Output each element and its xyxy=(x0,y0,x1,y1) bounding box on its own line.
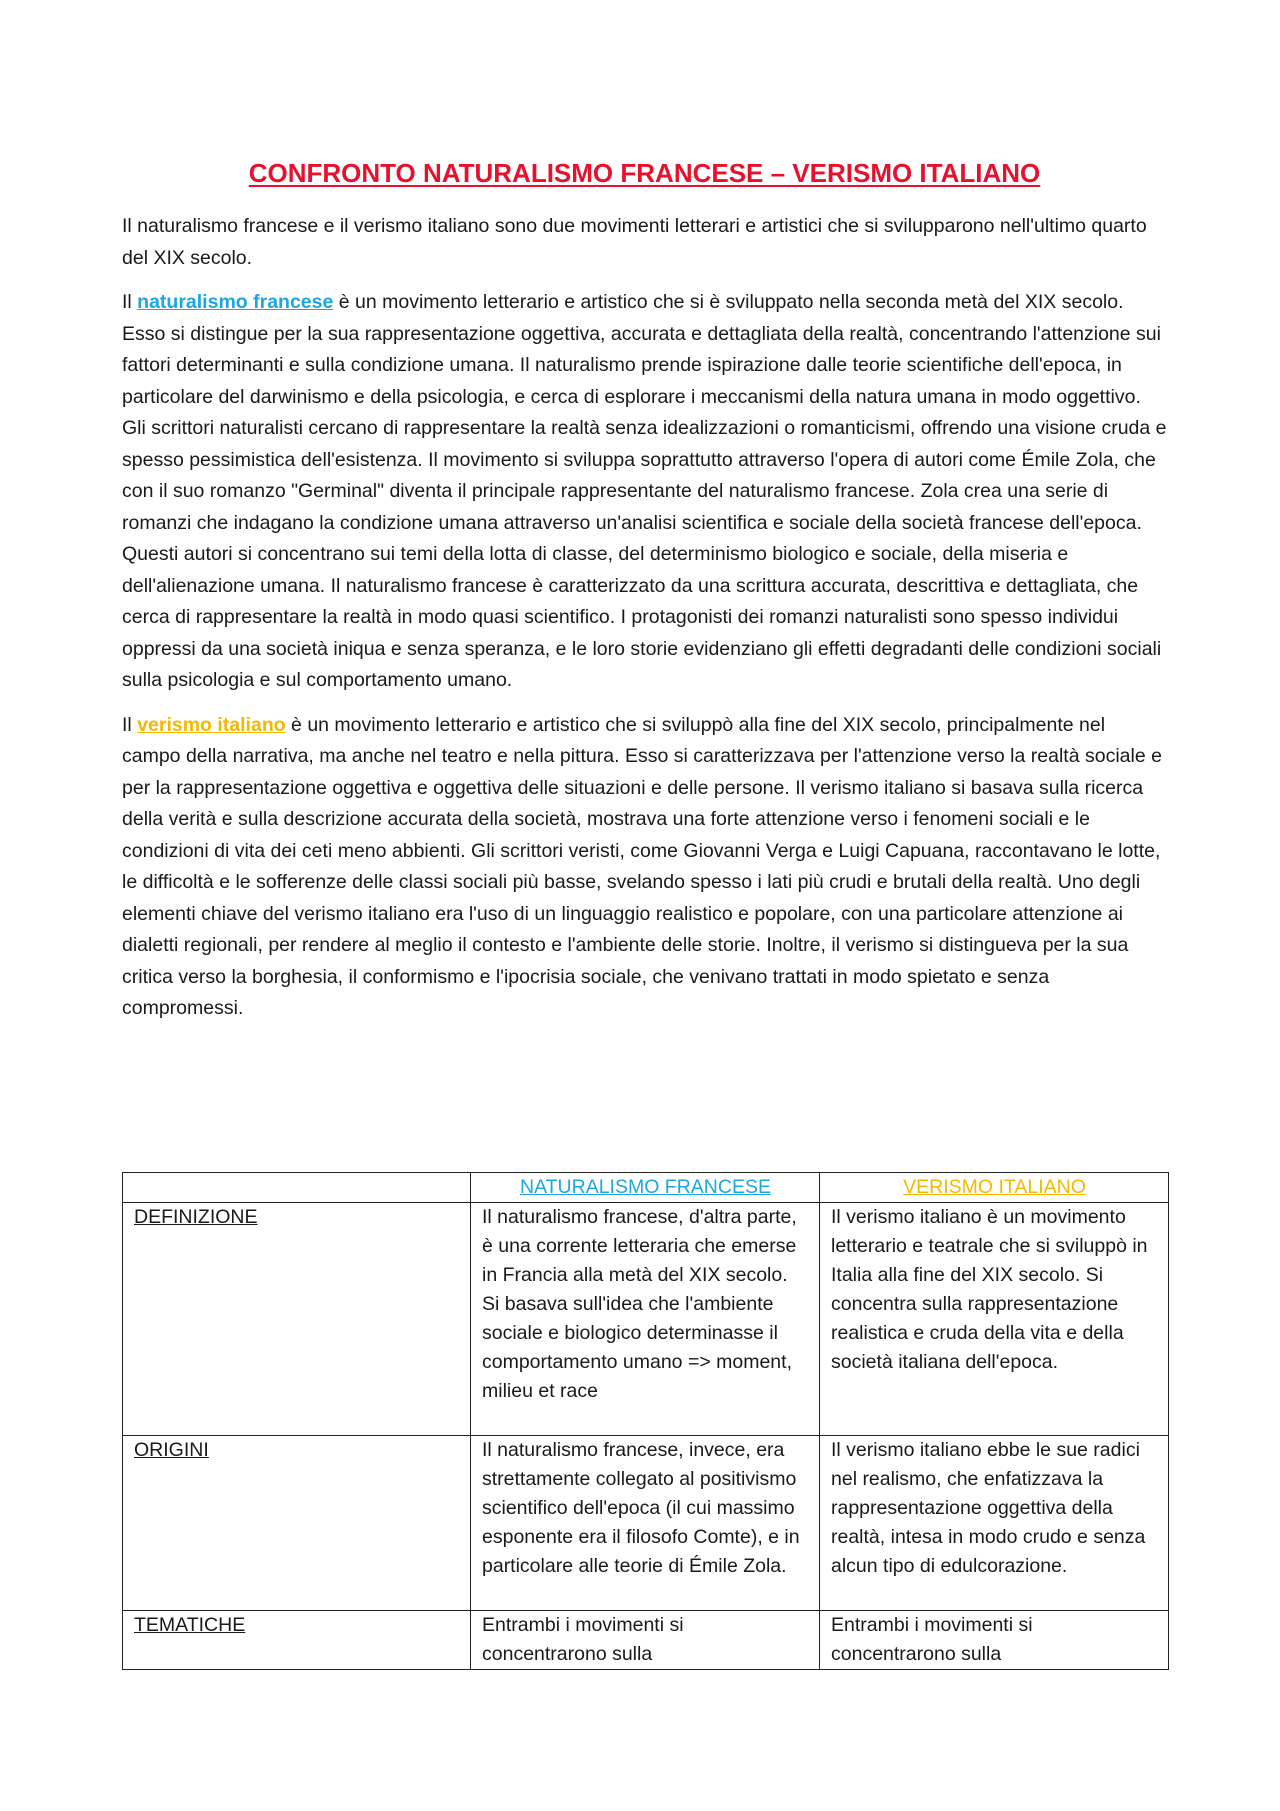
cell-naturalismo-definizione: Il naturalismo francese, d'altra parte, è una corrente letteraria che emerse in Francia alla metà del XIX secolo. Si basava sull'idea che l'ambiente sociale e biologico determinasse il comportamento umano => moment, milieu et race xyxy=(471,1203,820,1436)
table-row xyxy=(123,1436,1169,1611)
comparison-table xyxy=(122,1172,1169,1670)
header-empty-cell xyxy=(123,1173,471,1203)
table-row xyxy=(123,1611,1169,1670)
naturalismo-text: è un movimento letterario e artistico che si è sviluppato nella seconda metà del XIX secolo. Esso si distingue per la sua rappresentazione oggettiva, accurata e dettagliata della realtà, concentrando l'attenzione sui fattori determinanti e sulla condizione umana. Il naturalismo prende ispirazione dalle teorie scientifiche dell'epoca, in particolare del darwinismo e della psicologia, e cerca di esplorare i meccanismi della natura umana in modo oggettivo. Gli scrittori naturalisti cercano di rappresentare la realtà senza idealizzazioni o romanticismi, offrendo una visione cruda e spesso pessimistica dell'esistenza. Il movimento si sviluppa soprattutto attraverso l'opera di autori come Émile Zola, che con il suo romanzo "Germinal" diventa il principale rappresentante del naturalismo francese. Zola crea una serie di romanzi che indagano la condizione umana attraverso un'analisi scientifica e sociale della società francese dell'epoca. Questi autori si concentrano sui temi della lotta di classe, del determinismo biologico e sociale, della miseria e dell'alienazione umana. Il naturalismo francese è caratterizzato da una scrittura accurata, descrittiva e dettagliata, che cerca di rappresentare la realtà in modo quasi scientifico. I protagonisti dei romanzi naturalisti sono spesso individui oppressi da una società iniqua e senza speranza, e le loro storie evidenziano gli effetti degradanti delle condizioni sociali sulla psicologia e sul comportamento umano. xyxy=(122,291,1167,691)
header-naturalismo: NATURALISMO FRANCESE xyxy=(471,1173,820,1203)
row-label-origini: ORIGINI xyxy=(123,1436,471,1611)
row-label-tematiche: TEMATICHE xyxy=(123,1611,471,1670)
cell-verismo-tematiche: Entrambi i movimenti si concentrarono sulla xyxy=(820,1611,1169,1670)
verismo-keyword: verismo italiano xyxy=(137,713,286,736)
cell-verismo-origini: Il verismo italiano ebbe le sue radici nel realismo, che enfatizzava la rappresentazione oggettiva della realtà, intesa in modo crudo e senza alcun tipo di edulcorazione. xyxy=(820,1436,1169,1611)
intro-paragraph: Il naturalismo francese e il verismo italiano sono due movimenti letterari e artistici che si svilupparono nell'ultimo quarto del XIX secolo. xyxy=(122,215,1147,269)
cell-verismo-definizione: Il verismo italiano è un movimento letterario e teatrale che si sviluppò in Italia alla fine del XIX secolo. Si concentra sulla rappresentazione realistica e cruda della vita e della società italiana dell'epoca. xyxy=(820,1203,1169,1436)
naturalismo-prefix: Il xyxy=(122,291,138,313)
verismo-prefix: Il xyxy=(122,713,138,736)
cell-naturalismo-origini: Il naturalismo francese, invece, era strettamente collegato al positivismo scientifico dell'epoca (il cui massimo esponente era il filosofo Comte), e in particolare alle teorie di Émile Zola. xyxy=(471,1436,820,1611)
table-header-row xyxy=(123,1173,1169,1203)
header-verismo: VERISMO ITALIANO xyxy=(820,1173,1169,1203)
naturalismo-paragraph xyxy=(122,287,1167,697)
document-body xyxy=(122,155,1167,1038)
naturalismo-keyword: naturalismo francese xyxy=(137,291,334,313)
row-label-definizione: DEFINIZIONE xyxy=(123,1203,471,1436)
cell-naturalismo-tematiche: Entrambi i movimenti si concentrarono sulla xyxy=(471,1611,820,1670)
table-row xyxy=(123,1203,1169,1436)
page-title: CONFRONTO NATURALISMO FRANCESE – VERISMO ITALIANO xyxy=(248,158,1041,188)
verismo-paragraph xyxy=(122,710,1167,1025)
verismo-text: è un movimento letterario e artistico che si sviluppò alla fine del XIX secolo, principalmente nel campo della narrativa, ma anche nel teatro e nella pittura. Esso si caratterizzava per l'attenzione verso la realtà sociale e per la rappresentazione oggettiva e oggettiva delle situazioni e delle persone. Il verismo italiano si basava sulla ricerca della verità e sulla descrizione accurata della società, mostrava una forte attenzione verso i fenomeni sociali e le condizioni di vita dei ceti meno abbienti. Gli scrittori veristi, come Giovanni Verga e Luigi Capuana, raccontavano le lotte, le difficoltà e le sofferenze delle classi sociali più basse, svelando spesso i lati più crudi e brutali della realtà. Uno degli elementi chiave del verismo italiano era l'uso di un linguaggio realistico e popolare, con una particolare attenzione ai dialetti regionali, per rendere al meglio il contesto e l'ambiente delle storie. Inoltre, il verismo si distingueva per la sua critica verso la borghesia, il conformismo e l'ipocrisia sociale, che venivano trattati in modo spietato e senza compromessi. xyxy=(122,713,1162,1019)
